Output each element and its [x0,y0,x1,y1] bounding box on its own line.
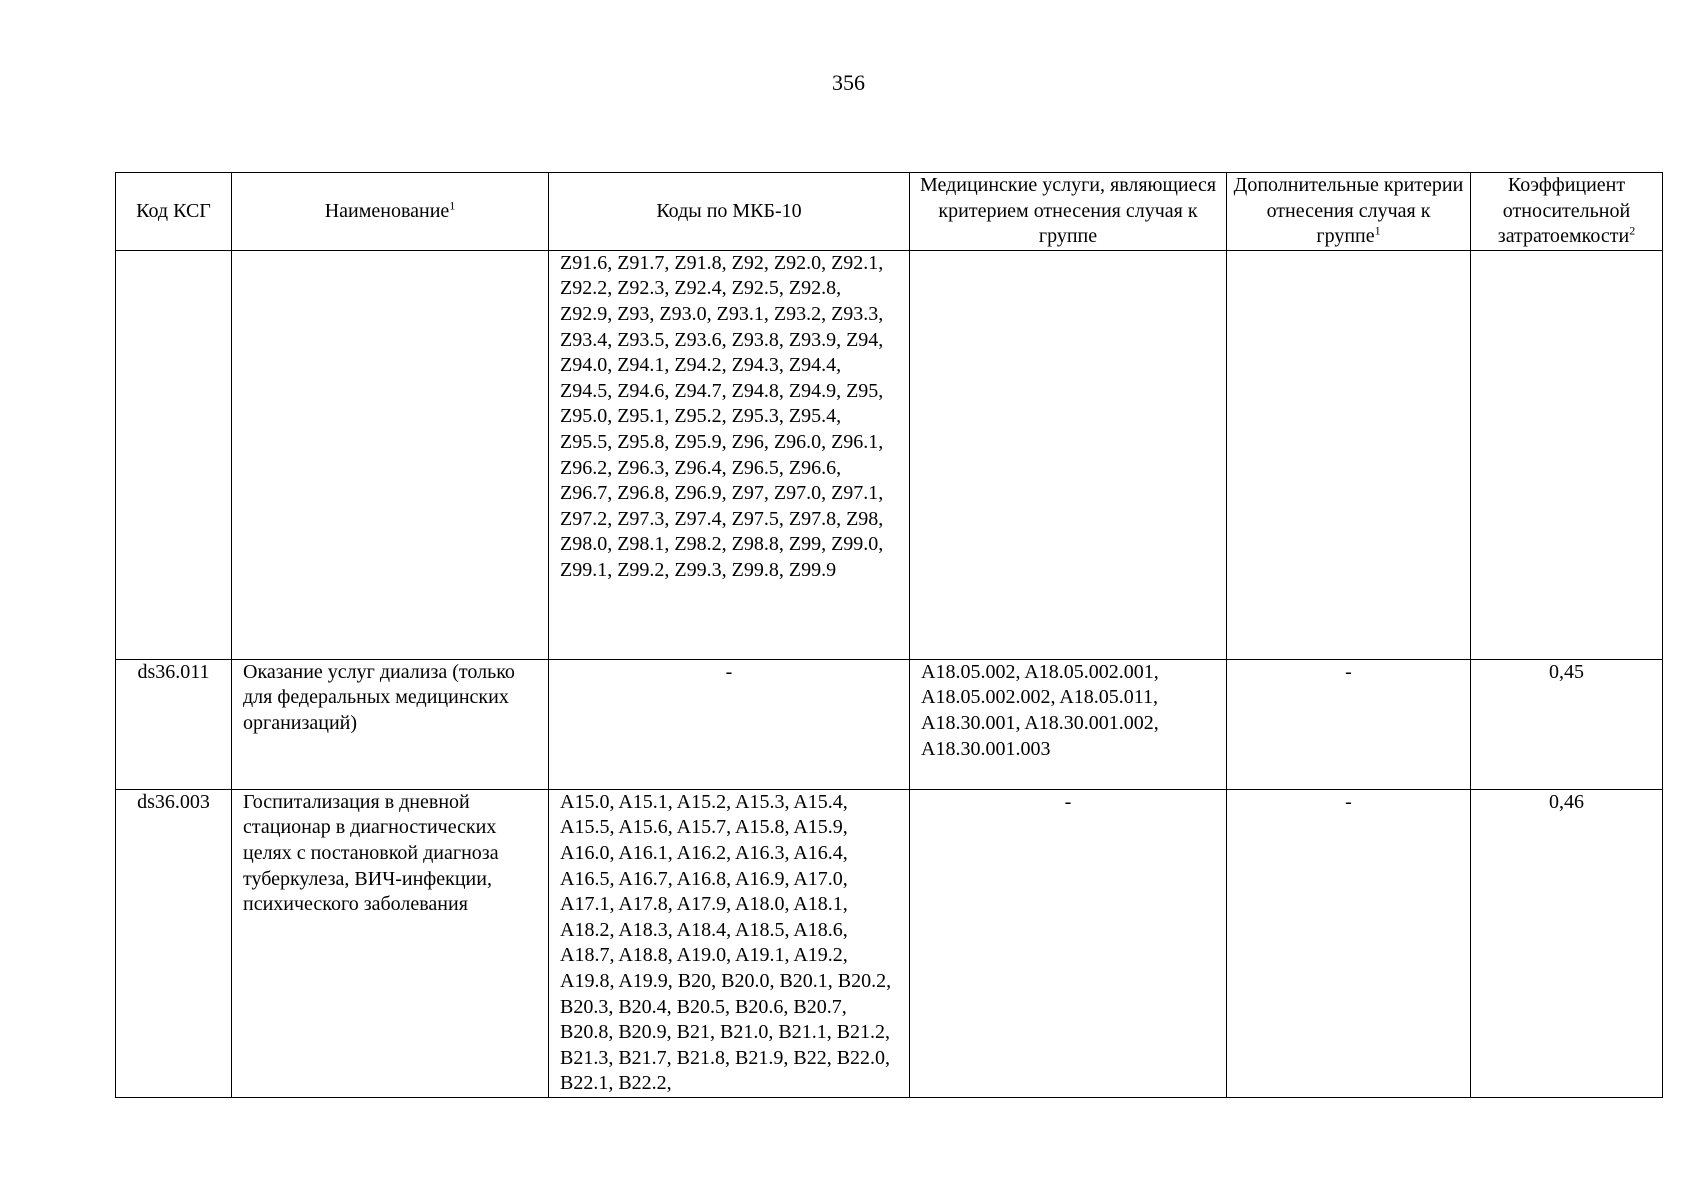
cell-code: ds36.011 [116,659,232,789]
cell-extra-criteria: - [1227,659,1471,789]
table-row [116,659,1663,789]
cell-code: ds36.003 [116,789,232,1097]
cell-cost-coefficient: 0,45 [1471,659,1663,789]
cell-name: Оказание услуг диализа (только для федеральных медицинских организаций) [232,659,549,789]
cell-mkb-codes: Z91.6, Z91.7, Z91.8, Z92, Z92.0, Z92.1, Z92.2, Z92.3, Z92.4, Z92.5, Z92.8, Z92.9, Z93, Z93.0, Z93.1, Z93.2, Z93.3, Z93.4, Z93.5, Z93.6, Z93.8, Z93.9, Z94, Z94.0, Z94.1, Z94.2, Z94.3, Z94.4, Z94.5, Z94.6, Z94.7, Z94.8, Z94.9, Z95, Z95.0, Z95.1, Z95.2, Z95.3, Z95.4, Z95.5, Z95.8, Z95.9, Z96, Z96.0, Z96.1, Z96.2, Z96.3, Z96.4, Z96.5, Z96.6, Z96.7, Z96.8, Z96.9, Z97, Z97.0, Z97.1, Z97.2, Z97.3, Z97.4, Z97.5, Z97.8, Z98, Z98.0, Z98.1, Z98.2, Z98.8, Z99, Z99.0, Z99.1, Z99.2, Z99.3, Z99.8, Z99.9 [549,250,910,659]
table-header-row [116,173,1663,251]
footnote-mark: 2 [1629,223,1636,238]
cell-mkb-codes: A15.0, A15.1, A15.2, A15.3, A15.4, A15.5, A15.6, A15.7, A15.8, A15.9, A16.0, A16.1, A16.2, A16.3, A16.4, A16.5, A16.7, A16.8, A16.9, A17.0, A17.1, A17.8, A17.9, A18.0, A18.1, A18.2, A18.3, A18.4, A18.5, A18.6, A18.7, A18.8, A19.0, A19.1, A19.2, A19.8, A19.9, B20, B20.0, B20.1, B20.2, B20.3, B20.4, B20.5, B20.6, B20.7, B20.8, B20.9, B21, B21.0, B21.1, B21.2, B21.3, B21.7, B21.8, B21.9, B22, B22.0, B22.1, B22.2, [549,789,910,1097]
header-medical-services: Медицинские услуги, являющиеся критерием отнесения случая к группе [910,173,1227,251]
table-row [116,250,1663,659]
cell-extra-criteria: - [1227,789,1471,1097]
cell-medical-services [910,250,1227,659]
cell-extra-criteria [1227,250,1471,659]
cell-mkb-codes: - [549,659,910,789]
footnote-mark: 1 [1374,223,1381,238]
cell-name [232,250,549,659]
page-number: 356 [832,70,865,95]
cell-name: Госпитализация в дневной стационар в диагностических целях с постановкой диагноза туберкулеза, ВИЧ-инфекции, психического заболевания [232,789,549,1097]
cell-medical-services: A18.05.002, A18.05.002.001, A18.05.002.002, A18.05.011, A18.30.001, A18.30.001.002, A18.30.001.003 [910,659,1227,789]
header-mkb-codes: Коды по МКБ-10 [549,173,910,251]
ksg-table [115,172,1663,1098]
footnote-mark: 1 [449,197,456,212]
header-extra-criteria: Дополнительные критерии отнесения случая к группе$^1$ [1227,173,1471,251]
cell-code [116,250,232,659]
header-code: Код КСГ [116,173,232,251]
table-row [116,789,1663,1097]
cell-cost-coefficient: 0,46 [1471,789,1663,1097]
header-cost-coefficient: Коэффициент относительной затратоемкости$^2$ [1471,173,1663,251]
cell-medical-services: - [910,789,1227,1097]
header-name: Наименование$^1$ [232,173,549,251]
cell-cost-coefficient [1471,250,1663,659]
